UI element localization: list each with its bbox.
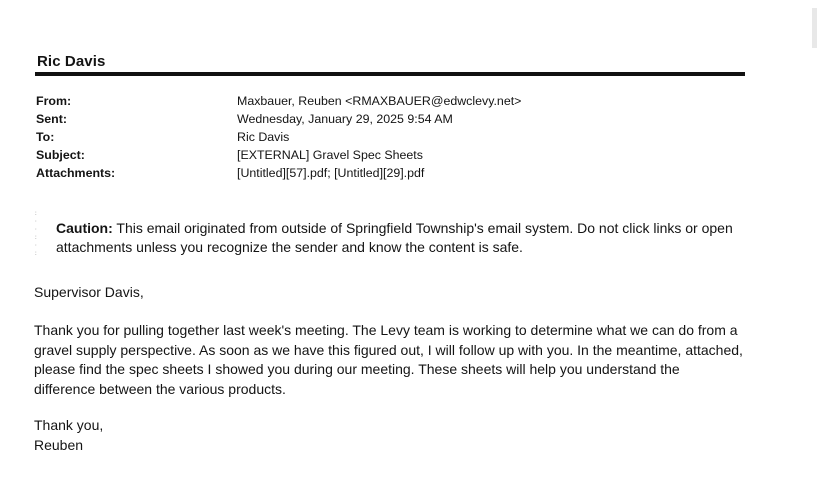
message-paragraph: Thank you for pulling together last week's meeting. The Levy team is working to determine what we can do from a gravel supply perspective. As soon as we have this figured out, I will follow up with you. In the meantime, attached, please find the spec sheets I showed you during our meeting. These sheets will help you understand the difference between the various products. xyxy=(34,322,743,397)
signoff xyxy=(34,416,744,455)
attachments-label: Attachments: xyxy=(36,166,116,180)
sent-row xyxy=(36,110,521,128)
scan-edge-marks: : · · : · : xyxy=(34,210,38,257)
caution-text: This email originated from outside of Springfield Township's email system. Do not click links or open attachments unless you recognize the sender and know the content is safe. xyxy=(56,220,733,255)
attachments-value[interactable]: [Untitled][57].pdf; [Untitled][29].pdf xyxy=(237,166,425,180)
greeting: Supervisor Davis, xyxy=(34,284,144,300)
caution-label: Caution: xyxy=(56,220,113,236)
sent-label: Sent: xyxy=(36,112,67,126)
subject-value: [EXTERNAL] Gravel Spec Sheets xyxy=(237,148,423,162)
mailbox-owner-name: Ric Davis xyxy=(37,53,106,70)
external-caution-banner xyxy=(56,219,736,257)
from-row xyxy=(36,92,521,110)
closing-line: Thank you, xyxy=(34,417,104,433)
from-label: From: xyxy=(36,94,72,108)
to-label: To: xyxy=(36,130,55,144)
sent-value: Wednesday, January 29, 2025 9:54 AM xyxy=(237,112,453,126)
header-divider xyxy=(35,72,745,76)
to-row xyxy=(36,128,521,146)
subject-row xyxy=(36,146,521,164)
subject-label: Subject: xyxy=(36,148,85,162)
to-value: Ric Davis xyxy=(237,130,290,144)
signature-line: Reuben xyxy=(34,436,84,453)
scroll-edge xyxy=(812,8,817,48)
attachments-row xyxy=(36,164,521,182)
from-value: Maxbauer, Reuben <RMAXBAUER@edwclevy.net> xyxy=(237,94,522,108)
email-header-fields xyxy=(36,92,521,182)
